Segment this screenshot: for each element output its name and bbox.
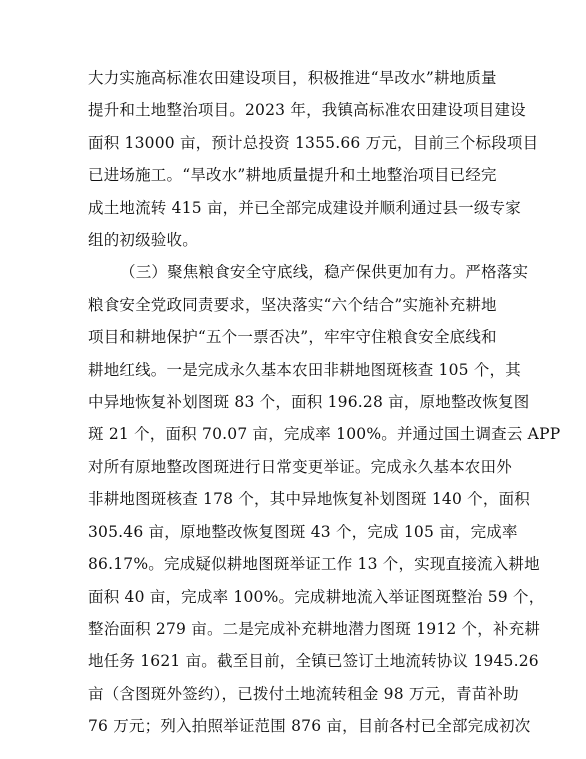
- paragraph-farmland-projects: [88, 62, 539, 256]
- text-line: 86.17%。完成疑似耕地图斑举证工作 13 个，实现直接流入耕地: [88, 555, 540, 574]
- text-line: 对所有原地整改图斑进行日常变更举证。完成永久基本农田外: [88, 457, 512, 476]
- text-line: 76 万元；列入拍照举证范围 876 亩，目前各村已全部完成初次: [88, 717, 531, 736]
- text-line: 耕地红线。一是完成永久基本农田非耕地图斑核查 105 个，其: [88, 360, 521, 379]
- text-line: 组的初级验收。: [88, 231, 198, 250]
- paragraph-food-security: [88, 256, 561, 742]
- text-line: 面积 40 亩，完成率 100%。完成耕地流入举证图斑整治 59 个，: [88, 587, 545, 606]
- text-line: 斑 21 个，面积 70.07 亩，完成率 100%。并通过国土调查云 APP: [88, 425, 561, 444]
- text-line: 整治面积 279 亩。二是完成补充耕地潜力图斑 1912 个，补充耕: [88, 619, 541, 638]
- text-line: 亩（含图斑外签约），已拨付土地流转租金 98 万元，青苗补助: [88, 684, 519, 703]
- text-line: 地任务 1621 亩。截至目前，全镇已签订土地流转协议 1945.26: [88, 652, 539, 671]
- text-line: 中异地恢复补划图斑 83 个，面积 196.28 亩，原地整改恢复图: [88, 393, 530, 412]
- text-line: 粮食安全党政同责要求，坚决落实“六个结合”实施补充耕地: [88, 295, 497, 314]
- text-line: 大力实施高标准农田建设项目，积极推进“旱改水”耕地质量: [88, 69, 497, 87]
- text-line: 已进场施工。“旱改水”耕地质量提升和土地整治项目已经完: [88, 166, 497, 185]
- text-line: 面积 13000 亩，预计总投资 1355.66 万元，目前三个标段项目: [88, 133, 539, 152]
- text-line: 成土地流转 415 亩，并已全部完成建设并顺利通过县一级专家: [88, 198, 521, 217]
- text-line: 项目和耕地保护“五个一票否决”，牢牢守住粮食安全底线和: [88, 328, 497, 347]
- text-line: 305.46 亩，原地整改恢复图斑 43 个，完成 105 亩，完成率: [88, 522, 518, 541]
- text-line: （三）聚焦粮食安全守底线，稳产保供更加有力。严格落实: [120, 263, 529, 282]
- text-line: 提升和土地整治项目。2023 年，我镇高标准农田建设项目建设: [88, 101, 526, 120]
- text-line: 非耕地图斑核查 178 个，其中异地恢复补划图斑 140 个，面积: [88, 490, 530, 509]
